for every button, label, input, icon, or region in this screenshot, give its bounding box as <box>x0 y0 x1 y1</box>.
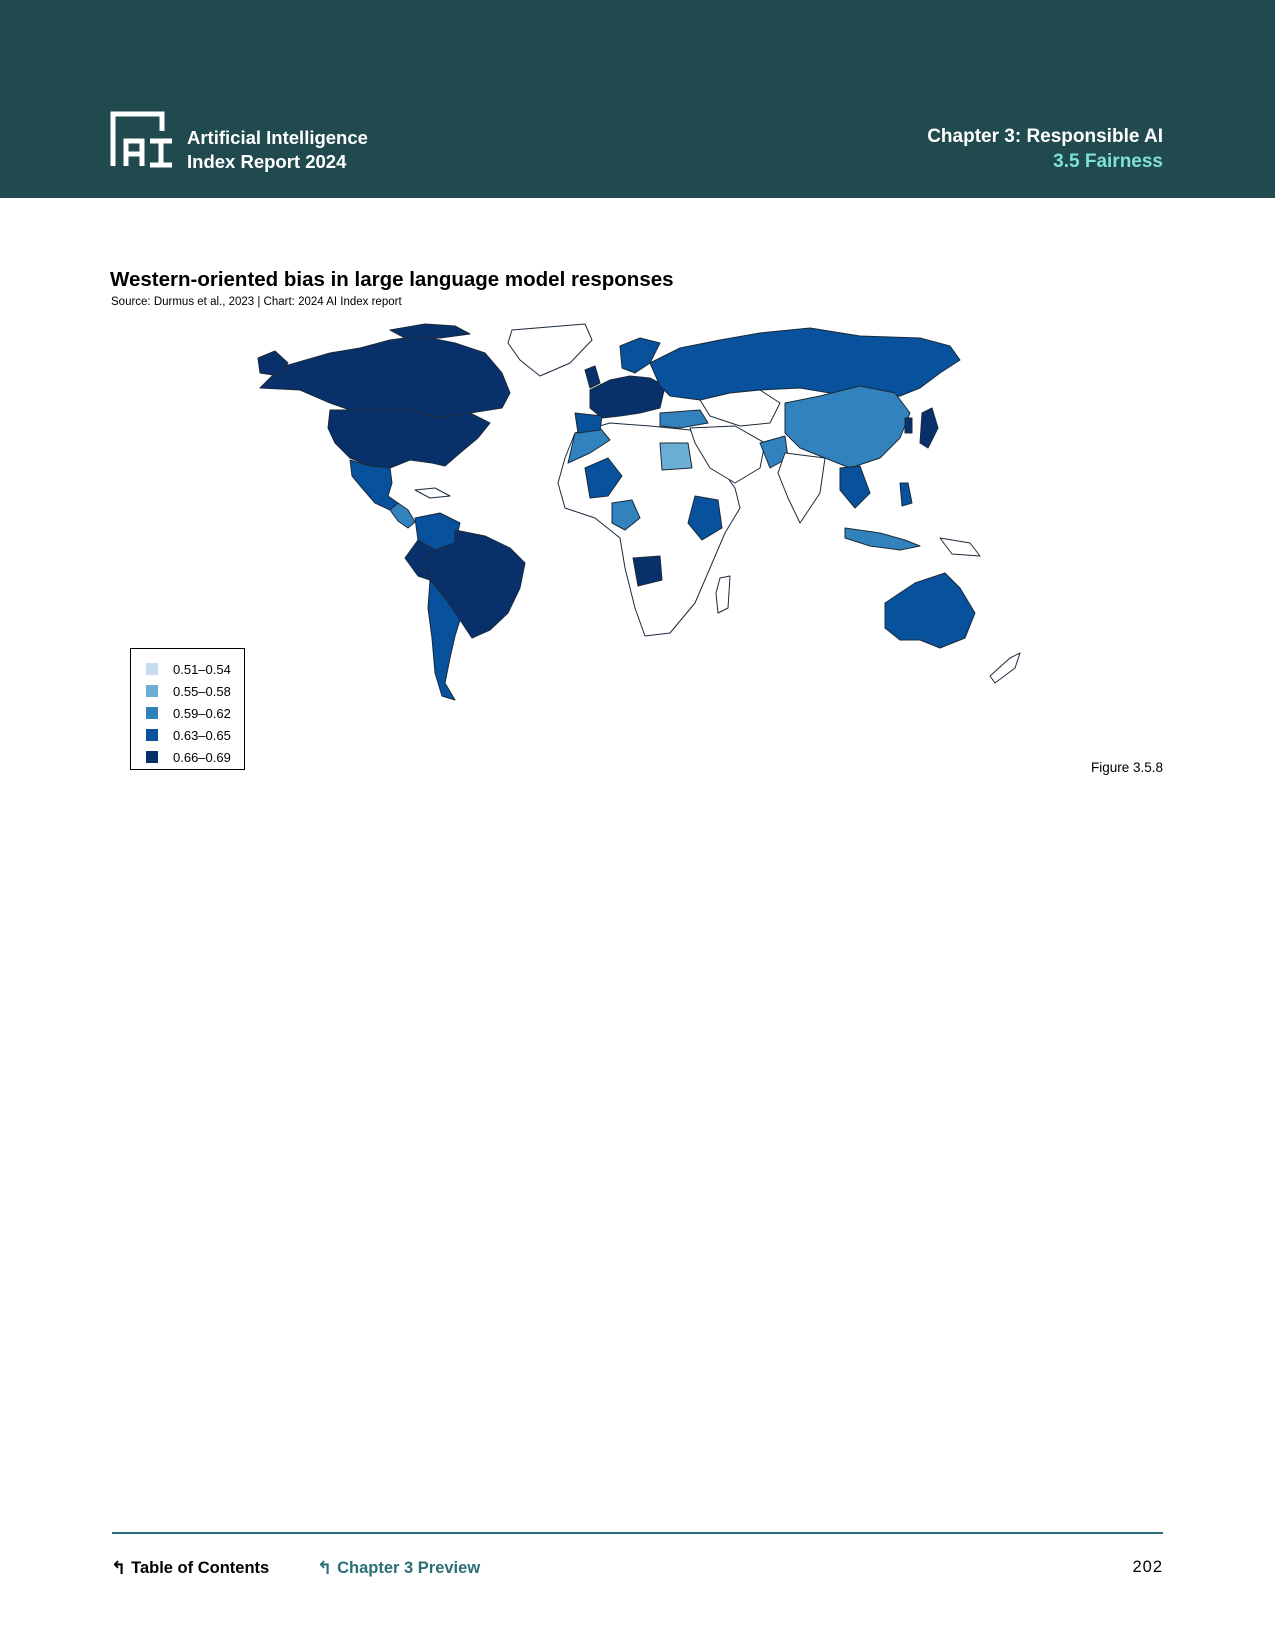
region-greenland <box>508 324 592 376</box>
region-central-america <box>390 503 415 528</box>
legend-label: 0.51–0.54 <box>173 661 231 677</box>
legend-item <box>131 724 244 746</box>
legend-label: 0.55–0.58 <box>173 683 231 699</box>
legend-item <box>131 746 244 768</box>
region-southeast-asia <box>840 466 870 508</box>
section-title: 3.5 Fairness <box>1053 151 1163 172</box>
legend-label: 0.66–0.69 <box>173 749 231 765</box>
figure-number: Figure 3.5.8 <box>1090 760 1163 775</box>
legend-swatch <box>146 707 158 719</box>
world-choropleth-map <box>240 318 1040 748</box>
return-arrow-icon: ↰ <box>317 1558 333 1578</box>
toc-label: Table of Contents <box>131 1559 270 1577</box>
region-canada-arctic <box>390 324 470 338</box>
page-number: 202 <box>1132 1558 1163 1576</box>
legend-item <box>131 658 244 680</box>
legend-item <box>131 702 244 724</box>
region-korea <box>905 418 912 433</box>
region-new-guinea <box>940 538 980 556</box>
region-angola <box>633 556 662 586</box>
region-japan <box>920 408 938 448</box>
legend-label: 0.59–0.62 <box>173 705 231 721</box>
report-header <box>0 0 1275 198</box>
footer-divider <box>112 1532 1163 1534</box>
region-egypt <box>660 443 692 470</box>
region-india <box>778 453 825 523</box>
chapter-heading <box>927 124 1163 174</box>
region-russia <box>650 328 960 400</box>
chapter-title: Chapter 3: Responsible AI <box>927 126 1163 147</box>
region-cuba <box>415 488 450 498</box>
chapter-preview-link[interactable] <box>317 1558 480 1579</box>
legend-swatch <box>146 729 158 741</box>
legend-swatch <box>146 751 158 763</box>
return-arrow-icon: ↰ <box>111 1558 127 1578</box>
map-legend <box>130 648 245 770</box>
report-brand <box>187 126 368 174</box>
region-turkey <box>660 410 708 428</box>
ai-index-logo-icon <box>110 111 176 169</box>
region-new-zealand <box>990 653 1020 683</box>
legend-item <box>131 680 244 702</box>
region-iberia <box>575 413 602 433</box>
legend-label: 0.63–0.65 <box>173 727 231 743</box>
region-united-states <box>328 410 490 468</box>
table-of-contents-link[interactable] <box>111 1558 269 1579</box>
region-canada <box>260 336 510 418</box>
region-indonesia <box>845 528 920 550</box>
region-australia <box>885 573 975 648</box>
brand-line-2: Index Report 2024 <box>187 151 347 172</box>
legend-swatch <box>146 663 158 675</box>
figure-source: Source: Durmus et al., 2023 | Chart: 2024 AI Index report <box>111 296 402 308</box>
figure-title: Western-oriented bias in large language model responses <box>110 268 674 291</box>
region-philippines <box>900 483 912 506</box>
legend-swatch <box>146 685 158 697</box>
region-western-europe <box>590 376 665 418</box>
region-uk <box>585 366 600 388</box>
region-madagascar <box>716 576 730 613</box>
brand-line-1: Artificial Intelligence <box>187 127 368 148</box>
preview-label: Chapter 3 Preview <box>337 1559 481 1577</box>
